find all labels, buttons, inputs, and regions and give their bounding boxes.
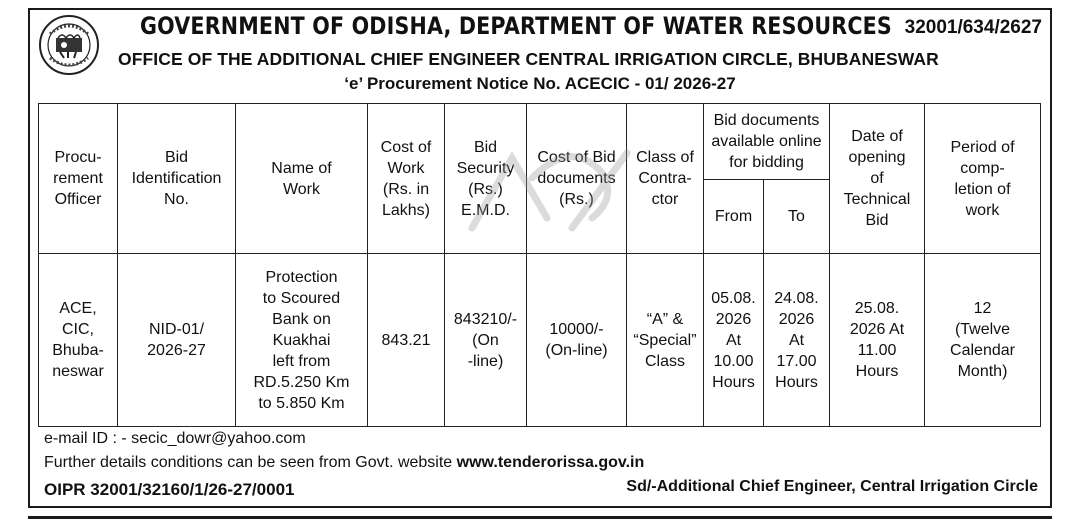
signature-line: Sd/-Additional Chief Engineer, Central Irrigation Circle bbox=[626, 478, 1038, 495]
cell-opening: 25.08. 2026 At 11.00 Hours bbox=[830, 254, 925, 427]
cell-doc-cost: 10000/- (On-line) bbox=[527, 254, 627, 427]
header-opening: Date of opening of Technical Bid bbox=[830, 104, 925, 254]
header-period: Period of comp- letion of work bbox=[925, 104, 1041, 254]
department-title: GOVERNMENT OF ODISHA, DEPARTMENT OF WATER RESOURCES bbox=[140, 12, 892, 40]
website-link[interactable]: www.tenderorissa.gov.in bbox=[456, 454, 645, 471]
header-doc-cost: Cost of Bid documents (Rs.) bbox=[527, 104, 627, 254]
header-row bbox=[39, 104, 1041, 180]
header-cost: Cost of Work (Rs. in Lakhs) bbox=[368, 104, 445, 254]
header-availability: Bid documents available online for bidding bbox=[704, 104, 830, 180]
email-line: e-mail ID : - secic_dowr@yahoo.com bbox=[44, 430, 306, 447]
header-class: Class of Contra- ctor bbox=[627, 104, 704, 254]
details-text: Further details conditions can be seen from Govt. website bbox=[44, 454, 453, 471]
header-from: From bbox=[704, 180, 764, 254]
cell-work-name: Protection to Scoured Bank on Kuakhai left from RD.5.250 Km to 5.850 Km bbox=[236, 254, 368, 427]
notice-number: ‘e’ Procurement Notice No. ACECIC - 01/ 2026-27 bbox=[344, 74, 736, 93]
oipr-number: OIPR 32001/32160/1/26-27/0001 bbox=[44, 480, 295, 499]
header-bid-id: Bid Identification No. bbox=[118, 104, 236, 254]
cell-period: 12 (Twelve Calendar Month) bbox=[925, 254, 1041, 427]
header-security: Bid Security (Rs.) E.M.D. bbox=[445, 104, 527, 254]
header-work-name: Name of Work bbox=[236, 104, 368, 254]
odisha-emblem-icon bbox=[38, 14, 100, 76]
cell-class: “A” & “Special” Class bbox=[627, 254, 704, 427]
bottom-divider bbox=[28, 516, 1052, 519]
header-officer: Procu- rement Officer bbox=[39, 104, 118, 254]
tender-table bbox=[38, 103, 1041, 427]
cell-bid-id: NID-01/ 2026-27 bbox=[118, 254, 236, 427]
cell-cost: 843.21 bbox=[368, 254, 445, 427]
cell-from: 05.08. 2026 At 10.00 Hours bbox=[704, 254, 764, 427]
cell-to: 24.08. 2026 At 17.00 Hours bbox=[764, 254, 830, 427]
table-row bbox=[39, 254, 1041, 427]
reference-number: 32001/634/2627 bbox=[904, 17, 1042, 38]
details-line bbox=[44, 454, 644, 472]
cell-officer: ACE, CIC, Bhuba- neswar bbox=[39, 254, 118, 427]
office-subtitle: OFFICE OF THE ADDITIONAL CHIEF ENGINEER CENTRAL IRRIGATION CIRCLE, BHUBANESWAR bbox=[118, 49, 939, 69]
header-to: To bbox=[764, 180, 830, 254]
cell-security: 843210/- (On -line) bbox=[445, 254, 527, 427]
